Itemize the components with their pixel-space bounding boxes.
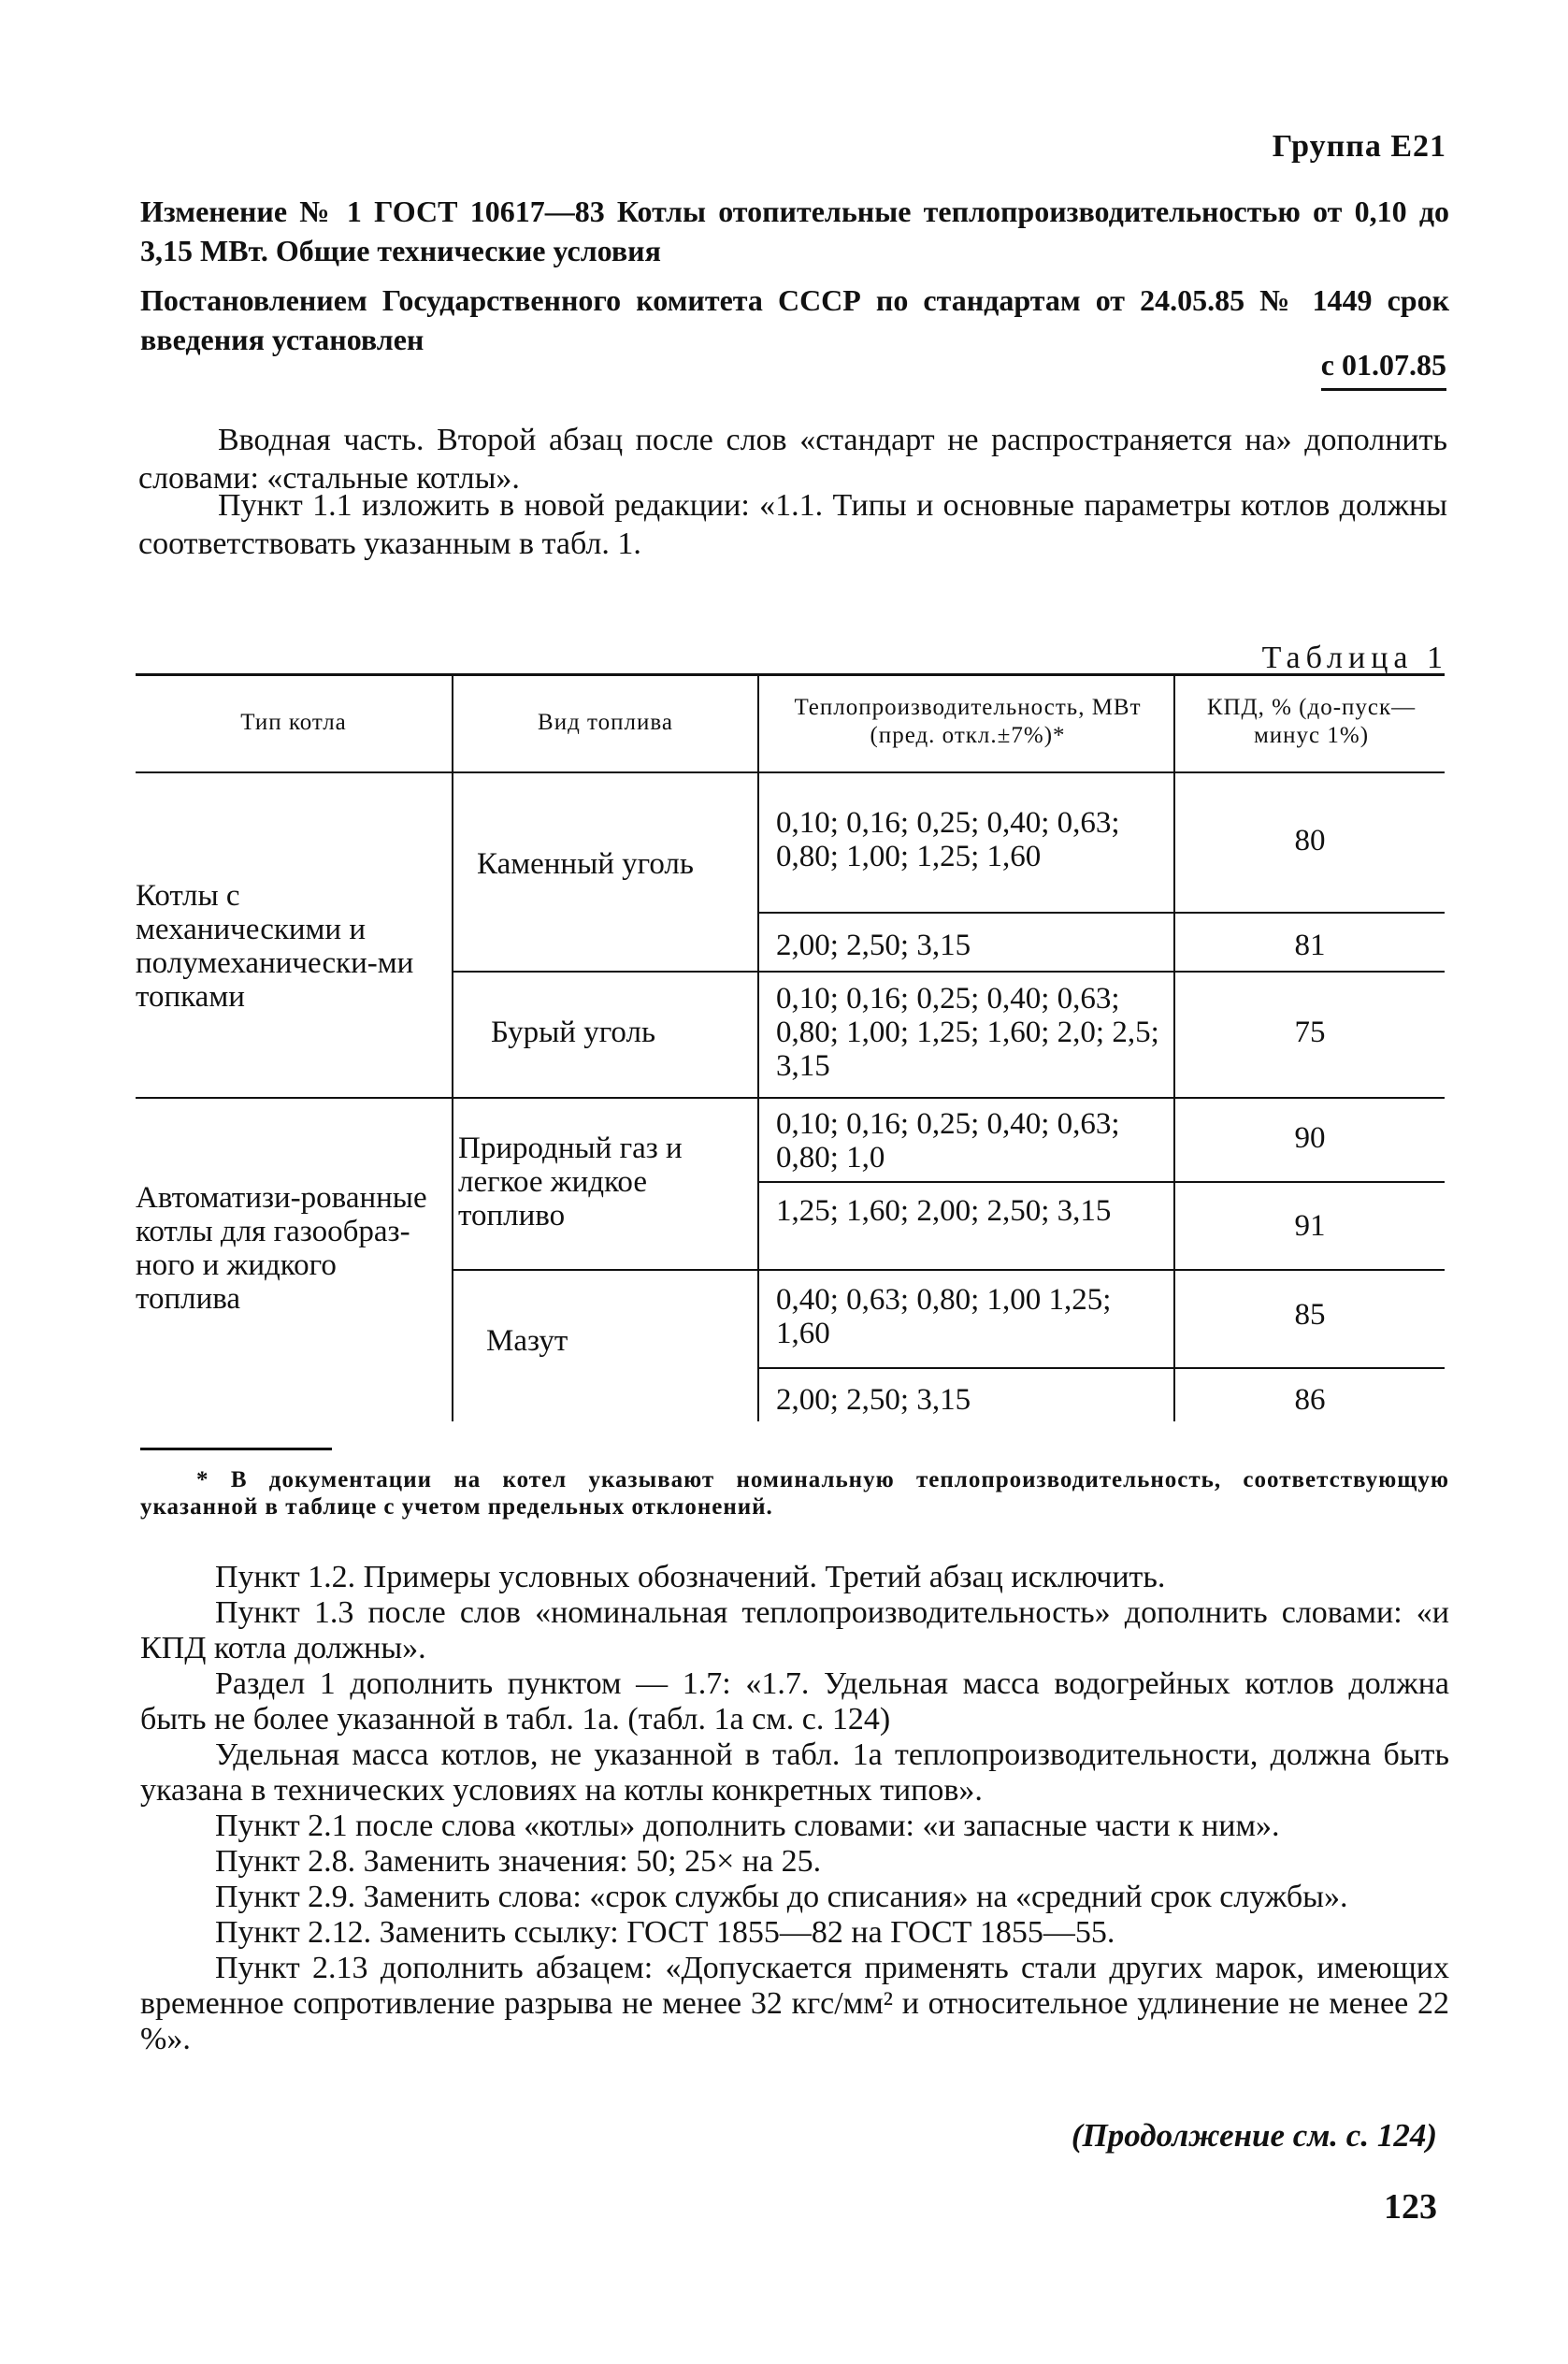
footnote: * В документации на котел указывают номинальную теплопроизводительность, соответствующую указанной в таблице с учетом предельных отклонений. (140, 1467, 1449, 1520)
header-fuel-type: Вид топлива (538, 710, 673, 735)
header-boiler-type: Тип котла (240, 710, 347, 735)
body-paragraph: Пункт 2.13 дополнить абзацем: «Допускается применять стали других марок, имеющих временное сопротивление разрыва не менее 32 кгс/мм² и относительное удлинение не менее 22 %». (140, 1951, 1449, 2056)
row-rule (757, 912, 1445, 914)
capacity-cell: 2,00; 2,50; 3,15 (776, 929, 971, 962)
efficiency-cell: 81 (1294, 929, 1326, 962)
capacity-cell: 0,10; 0,16; 0,25; 0,40; 0,63; 0,80; 1,00; 1,25; 1,60 (776, 806, 1120, 873)
table-caption: Таблица 1 (1261, 641, 1448, 675)
intro-paragraph-2: Пункт 1.1 изложить в новой редакции: «1.1. Типы и основные параметры котлов должны соответствовать указанным в табл. 1. (138, 488, 1447, 561)
fuel-hard-coal: Каменный уголь (477, 847, 694, 881)
group-code: Группа Е21 (1272, 129, 1446, 164)
boiler-type-automated: Автоматизи-рованные котлы для газообраз-ного и жидкого топлива (136, 1181, 427, 1316)
capacity-cell: 2,00; 2,50; 3,15 (776, 1383, 971, 1417)
effective-date: с 01.07.85 (1321, 348, 1446, 391)
row-rule (453, 971, 1445, 973)
capacity-cell: 0,40; 0,63; 0,80; 1,00 1,25; 1,60 (776, 1283, 1112, 1350)
body-paragraph: Пункт 2.8. Заменить значения: 50; 25× на 25. (215, 1844, 822, 1879)
efficiency-cell: 86 (1294, 1383, 1326, 1417)
body-paragraph: Пункт 1.2. Примеры условных обозначений. Третий абзац исключить. (215, 1560, 1166, 1594)
column-rule (452, 673, 453, 1421)
parameters-table (136, 673, 1445, 1421)
body-paragraph: Пункт 2.1 после слова «котлы» дополнить словами: «и запасные части к ним». (215, 1809, 1280, 1843)
change-title: Изменение № 1 ГОСТ 10617—83 Котлы отопительные теплопроизводительностью от 0,10 до 3,15 МВт. Общие технические условия (140, 195, 1449, 267)
capacity-cell: 1,25; 1,60; 2,00; 2,50; 3,15 (776, 1194, 1112, 1228)
efficiency-cell: 80 (1294, 824, 1326, 858)
body-paragraph: Пункт 2.12. Заменить ссылку: ГОСТ 1855—82 на ГОСТ 1855—55. (215, 1915, 1115, 1950)
efficiency-cell: 91 (1294, 1209, 1326, 1243)
efficiency-cell: 75 (1294, 1016, 1326, 1049)
footnote-rule (140, 1448, 332, 1450)
body-paragraph: Пункт 2.9. Заменить слова: «срок службы до списания» на «средний срок службы». (215, 1880, 1348, 1914)
efficiency-cell: 90 (1294, 1121, 1326, 1155)
amendment-body (140, 1560, 1449, 2057)
decree-text: Постановлением Государственного комитета СССР по стандартам от 24.05.85 № 1449 срок введения установлен (140, 283, 1449, 356)
column-rule (757, 673, 759, 1421)
capacity-cell: 0,10; 0,16; 0,25; 0,40; 0,63; 0,80; 1,00; 1,25; 1,60; 2,0; 2,5; 3,15 (776, 982, 1159, 1083)
body-paragraph: Пункт 1.3 после слов «номинальная теплопроизводительность» дополнить словами: «и КПД котла должны». (140, 1595, 1449, 1665)
boiler-type-mechanical: Котлы с механическими и полумеханически-ми топками (136, 879, 414, 1014)
body-paragraph: Удельная масса котлов, не указанной в табл. 1а теплопроизводительности, должна быть указана в технических условиях на котлы конкретных типов». (140, 1737, 1449, 1808)
row-rule (453, 1269, 1445, 1271)
page-number: 123 (1384, 2187, 1437, 2227)
fuel-brown-coal: Бурый уголь (491, 1016, 656, 1049)
table-top-rule (136, 673, 1445, 676)
header-capacity: Теплопроизводительность, МВт (пред. откл.±7%)* (794, 695, 1142, 748)
row-rule (757, 1367, 1445, 1369)
header-efficiency: КПД, % (до-пуск—минус 1%) (1206, 695, 1417, 748)
continuation-note: (Продолжение см. с. 124) (1071, 2117, 1437, 2154)
table-header-rule (136, 771, 1445, 773)
intro-paragraph-1: Вводная часть. Второй абзац после слов «стандарт не распространяется на» дополнить словами: «стальные котлы». (138, 423, 1447, 496)
fuel-gas-light-liquid: Природный газ и легкое жидкое топливо (458, 1132, 683, 1232)
group-rule (136, 1097, 1445, 1099)
efficiency-cell: 85 (1294, 1298, 1326, 1332)
capacity-cell: 0,10; 0,16; 0,25; 0,40; 0,63; 0,80; 1,0 (776, 1107, 1120, 1175)
body-paragraph: Раздел 1 дополнить пунктом — 1.7: «1.7. Удельная масса водогрейных котлов должна быть не более указанной в табл. 1а. (табл. 1а см. с. 124) (140, 1666, 1449, 1737)
fuel-fuel-oil: Мазут (486, 1324, 568, 1358)
row-rule (757, 1181, 1445, 1183)
